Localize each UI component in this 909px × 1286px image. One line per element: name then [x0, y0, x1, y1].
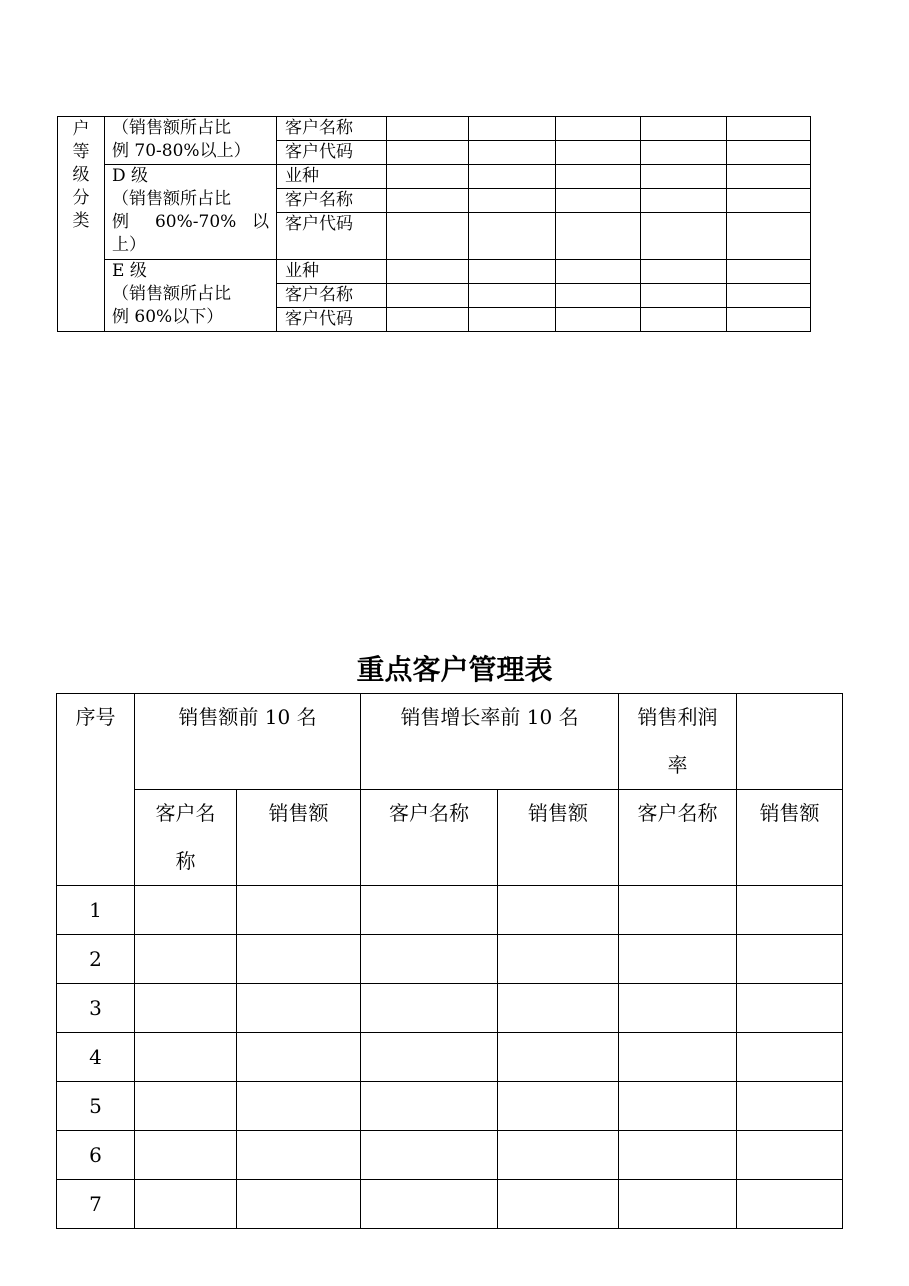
table-cell: [237, 886, 361, 935]
table-cell: [361, 886, 498, 935]
row-number: 3: [57, 984, 135, 1033]
table-cell: [469, 284, 556, 308]
level-line: （销售额所占比: [112, 284, 231, 304]
table-cell: [498, 1131, 619, 1180]
category-char: 户: [72, 119, 90, 139]
header-text: 销售额: [268, 801, 329, 825]
table-cell: [737, 1180, 843, 1229]
header-profit-rate: [619, 694, 737, 790]
row-number: 6: [57, 1131, 135, 1180]
table-cell: [469, 260, 556, 284]
level-line: （销售额所占比: [112, 118, 231, 138]
table-cell: [727, 117, 811, 141]
table-cell: [556, 260, 641, 284]
subheader-sales-amount: [737, 790, 843, 886]
table-cell: [387, 284, 469, 308]
table-cell: [727, 165, 811, 189]
table-cell: [556, 213, 641, 260]
level-cell: [105, 117, 277, 165]
table-cell: [237, 935, 361, 984]
table-cell: [498, 1033, 619, 1082]
level-line: 上）: [112, 235, 146, 255]
field-label: 客户代码: [277, 213, 387, 260]
table-cell: [361, 1082, 498, 1131]
table-cell: [387, 189, 469, 213]
table-cell: [387, 308, 469, 332]
header-row: [57, 790, 843, 886]
table-cell: [641, 213, 727, 260]
category-cell: [58, 117, 105, 332]
subheader-customer-name: [619, 790, 737, 886]
subheader-customer-name: [135, 790, 237, 886]
level-line: （销售额所占比: [112, 189, 231, 209]
table-cell: [361, 1131, 498, 1180]
table-cell: [619, 935, 737, 984]
level-line: 例 70-80%以上）: [112, 141, 251, 161]
header-growth-top10: [361, 694, 619, 790]
row-number: 1: [57, 886, 135, 935]
table-cell: [361, 1180, 498, 1229]
table-cell: [498, 984, 619, 1033]
table-cell: [641, 165, 727, 189]
header-text: 称: [175, 849, 196, 873]
table-cell: [619, 984, 737, 1033]
level-line: 例 60%以下）: [112, 307, 224, 327]
table-cell: [135, 1082, 237, 1131]
field-label: 客户代码: [277, 308, 387, 332]
level-line: E 级: [112, 261, 147, 281]
table-cell: [237, 1180, 361, 1229]
table-cell: [556, 284, 641, 308]
table-cell: [469, 189, 556, 213]
table-cell: [619, 886, 737, 935]
table-cell: [387, 117, 469, 141]
table-cell: [387, 213, 469, 260]
table-cell: [727, 213, 811, 260]
table-cell: [498, 1180, 619, 1229]
table-cell: [727, 284, 811, 308]
table-row: [58, 260, 811, 284]
row-number: 5: [57, 1082, 135, 1131]
table-cell: [641, 117, 727, 141]
table-cell: [237, 1131, 361, 1180]
header-text: 率: [667, 753, 688, 777]
table-cell: [498, 886, 619, 935]
table-cell: [498, 935, 619, 984]
table-cell: [469, 117, 556, 141]
table-cell: [641, 284, 727, 308]
table-cell: [135, 984, 237, 1033]
category-char: 分: [72, 188, 90, 208]
header-seq: [57, 694, 135, 886]
table-row: [57, 1131, 843, 1180]
row-number: 4: [57, 1033, 135, 1082]
table-cell: [641, 189, 727, 213]
table-row: [57, 886, 843, 935]
table-cell: [737, 1131, 843, 1180]
level-cell: [105, 260, 277, 332]
table-cell: [387, 165, 469, 189]
table-cell: [469, 141, 556, 165]
table-cell: [737, 935, 843, 984]
row-number: 2: [57, 935, 135, 984]
header-text: 销售额前 10 名: [178, 705, 317, 729]
table-cell: [727, 308, 811, 332]
level-cell: [105, 165, 277, 260]
field-label: 业种: [277, 260, 387, 284]
table-cell: [237, 1033, 361, 1082]
header-row: [57, 694, 843, 790]
table-cell: [727, 260, 811, 284]
header-text: 客户名: [155, 801, 216, 825]
table-cell: [361, 935, 498, 984]
field-label: 客户代码: [277, 141, 387, 165]
table-cell: [387, 260, 469, 284]
table-cell: [737, 1082, 843, 1131]
table-row: [57, 984, 843, 1033]
table-cell: [619, 1180, 737, 1229]
header-sales-top10: [135, 694, 361, 790]
table-cell: [469, 213, 556, 260]
table-row: [57, 1180, 843, 1229]
table-cell: [498, 1082, 619, 1131]
level-line: 例 60%-70% 以: [112, 212, 269, 232]
table-cell: [737, 886, 843, 935]
header-text: 客户名称: [389, 801, 470, 825]
table-cell: [619, 1033, 737, 1082]
header-extra: [737, 694, 843, 790]
table-cell: [737, 1033, 843, 1082]
customer-grade-table-body: [58, 117, 811, 332]
field-label: 客户名称: [277, 284, 387, 308]
table-cell: [469, 165, 556, 189]
table-cell: [135, 1180, 237, 1229]
header-text: 销售增长率前 10 名: [400, 705, 579, 729]
table-row: [57, 935, 843, 984]
category-char: 类: [72, 211, 90, 231]
table-cell: [469, 308, 556, 332]
key-customer-table-body: [57, 694, 843, 1229]
subheader-sales-amount: [237, 790, 361, 886]
page-title: 重点客户管理表: [356, 653, 553, 686]
table-cell: [737, 984, 843, 1033]
field-label: 客户名称: [277, 189, 387, 213]
table-cell: [641, 308, 727, 332]
table-row: [58, 117, 811, 141]
table-cell: [556, 189, 641, 213]
field-label: 客户名称: [277, 117, 387, 141]
row-number: 7: [57, 1180, 135, 1229]
table-cell: [556, 117, 641, 141]
table-cell: [135, 1033, 237, 1082]
category-char: 级: [72, 165, 90, 185]
table-cell: [727, 189, 811, 213]
table-cell: [556, 165, 641, 189]
table-cell: [237, 984, 361, 1033]
table-cell: [556, 308, 641, 332]
table-cell: [641, 260, 727, 284]
table-cell: [135, 935, 237, 984]
table-cell: [135, 886, 237, 935]
subheader-sales-amount: [498, 790, 619, 886]
table-row: [57, 1082, 843, 1131]
table-cell: [237, 1082, 361, 1131]
table-cell: [361, 1033, 498, 1082]
header-text: 销售额: [759, 801, 820, 825]
table-cell: [641, 141, 727, 165]
customer-grade-table: [57, 116, 811, 332]
table-cell: [387, 141, 469, 165]
subheader-customer-name: [361, 790, 498, 886]
table-cell: [727, 141, 811, 165]
table-cell: [361, 984, 498, 1033]
table-row: [58, 165, 811, 189]
key-customer-table: [56, 693, 843, 1229]
level-line: D 级: [112, 166, 149, 186]
header-text: 销售利润: [637, 705, 718, 729]
header-text: 客户名称: [637, 801, 718, 825]
field-label: 业种: [277, 165, 387, 189]
header-text: 销售额: [528, 801, 589, 825]
table-row: [57, 1033, 843, 1082]
header-text: 序号: [75, 705, 116, 729]
table-cell: [619, 1082, 737, 1131]
table-cell: [135, 1131, 237, 1180]
table-cell: [619, 1131, 737, 1180]
category-char: 等: [72, 142, 90, 162]
table-cell: [556, 141, 641, 165]
